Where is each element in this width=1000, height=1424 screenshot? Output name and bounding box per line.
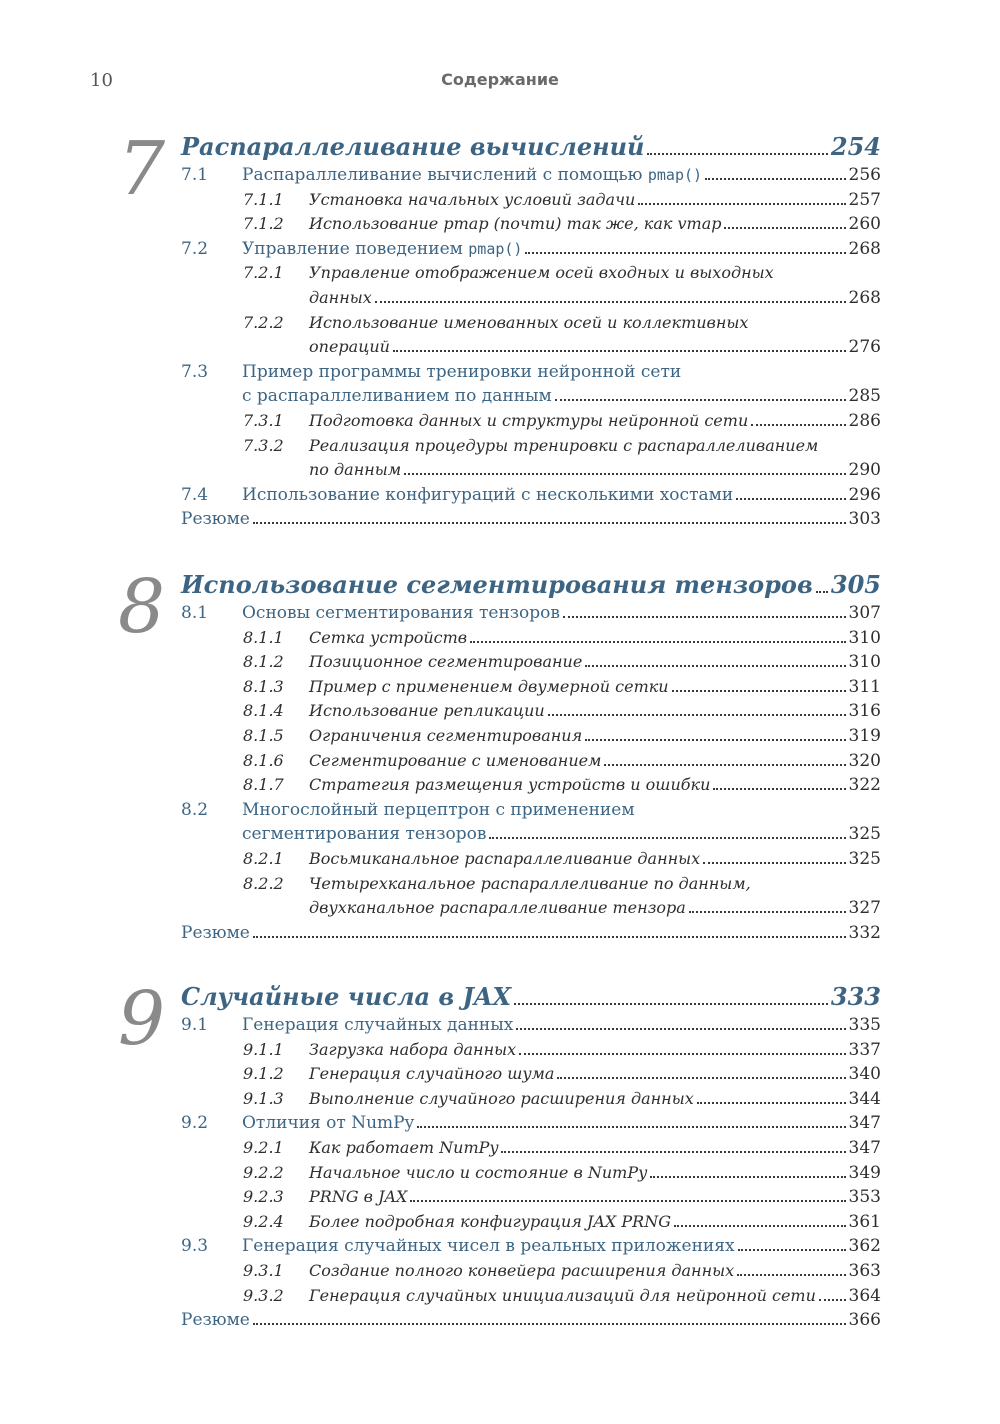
chapter-number: 7 <box>118 126 166 212</box>
dot-leader <box>417 1126 845 1128</box>
entry-title: PRNG в JAX <box>309 1187 408 1207</box>
dot-leader <box>751 424 845 426</box>
entry-title: Генерация случайных чисел в реальных приложениях <box>242 1236 735 1257</box>
page-number-ref: 363 <box>848 1261 881 1281</box>
page-number-ref: 322 <box>848 775 881 796</box>
toc-entry-row[interactable] <box>309 751 881 771</box>
dot-leader <box>516 1028 845 1030</box>
page-number-ref: 347 <box>848 1138 881 1158</box>
entry-title: Пример с применением двумерной сетки <box>309 676 669 696</box>
dot-leader <box>738 1249 846 1251</box>
section-number: 8.2.1 <box>243 849 284 868</box>
page-number-ref: 335 <box>848 1015 881 1035</box>
toc-entry-row[interactable] <box>309 1089 881 1109</box>
entry-title: Начальное число и состояние в NumPy <box>309 1162 648 1182</box>
page-number-ref: 310 <box>848 652 881 673</box>
toc-entry-row[interactable] <box>309 214 881 234</box>
section-number: 9.3.2 <box>243 1285 284 1305</box>
dot-leader <box>713 788 845 790</box>
entry-title: Случайные числа в JAX <box>181 982 512 1011</box>
page-number-ref: 256 <box>848 165 881 185</box>
page-header <box>0 70 1000 96</box>
dot-leader <box>705 178 846 180</box>
section-number: 9.1.1 <box>243 1039 284 1059</box>
entry-title: Управление поведением pmap() <box>242 238 523 259</box>
page-number-ref: 349 <box>848 1162 881 1183</box>
page-number-ref: 325 <box>848 849 881 869</box>
section-number: 8.1.3 <box>243 676 284 696</box>
toc-entry-row[interactable] <box>309 1261 881 1281</box>
toc-entry-row[interactable] <box>242 1015 881 1035</box>
entry-title: по данным <box>309 460 402 480</box>
entry-title: Ограничения сегментирования <box>309 726 583 745</box>
toc-entry-row[interactable] <box>309 628 881 648</box>
page-number-ref: 353 <box>848 1187 881 1208</box>
section-number: 7.3.1 <box>243 411 284 430</box>
entry-title: Загрузка набора данных <box>309 1039 517 1059</box>
entry-title: Отличия от NumPy <box>242 1113 415 1134</box>
dot-leader <box>470 641 845 643</box>
entry-title: двухканальное распараллеливание тензора <box>309 898 686 918</box>
entry-title: Основы сегментирования тензоров <box>242 603 560 623</box>
page-number-ref: 320 <box>848 750 881 771</box>
page-number-ref: 364 <box>848 1285 881 1306</box>
entry-title: Генерация случайных инициализаций для нейронной сети <box>309 1285 816 1305</box>
entry-title: Более подробная конфигурация JAX PRNG <box>309 1211 671 1231</box>
toc-entry-row[interactable] <box>309 1212 881 1232</box>
entry-title: Использование сегментирования тензоров <box>181 570 813 599</box>
chapter-title-row[interactable] <box>181 984 881 1010</box>
section-number: 9.2.4 <box>243 1211 284 1231</box>
section-number: 7.3 <box>181 361 209 382</box>
page-number-ref: 337 <box>848 1039 881 1060</box>
dot-leader <box>393 350 846 352</box>
page-number-ref: 333 <box>830 982 881 1011</box>
toc-entry-row[interactable] <box>242 165 881 185</box>
entry-title: Резюме <box>181 509 250 530</box>
dot-leader <box>555 399 846 401</box>
toc-entry-row[interactable] <box>309 1040 881 1060</box>
section-number: 8.1.6 <box>243 750 284 770</box>
dot-leader <box>650 1176 845 1178</box>
dot-leader <box>525 252 845 254</box>
entry-title-line: Четырехканальное распараллеливание по данным, <box>309 873 751 893</box>
section-number: 7.4 <box>181 484 209 505</box>
code-snippet: pmap() <box>647 166 703 184</box>
summary-row[interactable] <box>181 509 881 529</box>
page-number-ref: 307 <box>848 603 881 623</box>
summary-row[interactable] <box>181 1310 881 1330</box>
section-number: 8.2 <box>181 799 209 820</box>
entry-title: Сетка устройств <box>309 627 468 647</box>
entry-title: Создание полного конвейера расширения данных <box>309 1261 735 1280</box>
toc-entry-row[interactable] <box>309 652 881 672</box>
page-number-ref: 319 <box>848 726 881 746</box>
dot-leader <box>410 1200 845 1202</box>
toc-entry-row[interactable] <box>242 824 881 844</box>
chapter-number: 9 <box>118 976 166 1062</box>
page-number-ref: 268 <box>848 288 881 308</box>
dot-leader <box>674 1225 846 1227</box>
entry-title: Использование репликации <box>309 701 545 721</box>
entry-title: Генерация случайных данных <box>242 1015 514 1035</box>
dot-leader <box>489 837 845 839</box>
dot-leader <box>253 522 846 524</box>
page-number-ref: 344 <box>848 1088 881 1109</box>
entry-title: операций <box>309 337 390 357</box>
page-number-ref: 340 <box>848 1064 881 1085</box>
page-number-ref: 347 <box>848 1113 881 1134</box>
dot-leader <box>819 1299 846 1301</box>
summary-row[interactable] <box>181 923 881 943</box>
entry-title: Распараллеливание вычислений <box>181 132 645 161</box>
page-number-ref: 290 <box>848 460 881 481</box>
section-number: 8.1.5 <box>243 726 284 745</box>
section-number: 8.1.4 <box>243 701 284 721</box>
entry-title: Выполнение случайного расширения данных <box>309 1088 694 1108</box>
page-number-ref: 285 <box>848 386 881 407</box>
entry-title: Как работает NumPy <box>309 1138 499 1157</box>
section-number: 9.3 <box>181 1236 209 1257</box>
toc-entry-row[interactable] <box>309 190 881 210</box>
dot-leader <box>638 203 845 205</box>
toc-entry-row[interactable] <box>242 239 881 259</box>
dot-leader <box>375 301 846 303</box>
toc-entry-row[interactable] <box>309 411 881 431</box>
dot-leader <box>724 227 845 229</box>
toc-entry-row[interactable] <box>309 337 881 357</box>
toc-entry-row[interactable] <box>242 485 881 505</box>
toc-entry-row[interactable] <box>309 677 881 697</box>
chapter-title-row[interactable] <box>181 572 881 598</box>
dot-leader <box>557 1077 845 1079</box>
page-number-ref: 361 <box>848 1211 881 1232</box>
entry-title: Использование pmap (почти) так же, как vmap <box>309 214 722 234</box>
page-number-ref: 332 <box>848 922 881 943</box>
entry-title-line: Использование именованных осей и коллективных <box>309 312 749 332</box>
entry-title: Установка начальных условий задачи <box>309 189 636 209</box>
entry-title: Сегментирование с именованием <box>309 750 602 770</box>
entry-title: Подготовка данных и структуры нейронной сети <box>309 411 749 430</box>
page-number-ref: 362 <box>848 1236 881 1257</box>
running-title: Содержание <box>441 70 559 89</box>
page-number-ref: 310 <box>848 627 881 648</box>
page-number-ref: 296 <box>848 484 881 505</box>
section-number: 7.1.1 <box>243 189 284 209</box>
dot-leader <box>736 498 845 500</box>
toc-entry-row[interactable] <box>242 386 881 406</box>
entry-title-line: Пример программы тренировки нейронной сети <box>242 361 682 382</box>
entry-title: Резюме <box>181 922 250 943</box>
page-number-ref: 268 <box>848 238 881 259</box>
entry-title: с распараллеливанием по данным <box>242 386 552 407</box>
section-number: 7.2.1 <box>243 263 284 283</box>
page-number-ref: 316 <box>848 701 881 722</box>
code-snippet: pmap() <box>468 239 523 258</box>
section-number: 9.1.2 <box>243 1064 284 1084</box>
page-number-ref: 260 <box>848 214 881 235</box>
dot-leader <box>585 739 845 741</box>
toc-entry-row[interactable] <box>242 603 881 623</box>
toc-entry-row[interactable] <box>309 701 881 721</box>
dot-leader <box>501 1151 845 1153</box>
section-number: 9.3.1 <box>243 1261 284 1280</box>
entry-title: Позиционное сегментирование <box>309 652 583 672</box>
toc-entry-row[interactable] <box>242 1113 881 1133</box>
dot-leader <box>514 1003 828 1005</box>
dot-leader <box>737 1274 845 1276</box>
entry-title: сегментирования тензоров <box>242 824 487 845</box>
toc-entry-row[interactable] <box>309 1286 881 1306</box>
entry-title: Использование конфигураций с несколькими хостами <box>242 484 734 505</box>
dot-leader <box>647 153 827 155</box>
entry-title: Генерация случайного шума <box>309 1064 555 1084</box>
section-number: 9.2.2 <box>243 1162 284 1182</box>
section-number: 8.1 <box>181 603 209 623</box>
section-number: 9.2.3 <box>243 1187 284 1207</box>
section-number: 9.2.1 <box>243 1138 284 1157</box>
toc-entry-row[interactable] <box>309 1138 881 1158</box>
toc-entry-row[interactable] <box>309 1163 881 1183</box>
page-number: 10 <box>90 70 113 91</box>
chapter-number: 8 <box>118 564 166 650</box>
dot-leader <box>697 1102 846 1104</box>
chapter-title-row[interactable] <box>181 134 881 160</box>
dot-leader <box>548 714 846 716</box>
page-number-ref: 286 <box>848 411 881 431</box>
dot-leader <box>672 690 846 692</box>
section-number: 7.3.2 <box>243 435 284 455</box>
entry-title-line: Многослойный перцептрон с применением <box>242 799 635 820</box>
section-number: 8.1.7 <box>243 775 284 795</box>
toc-entry-row[interactable] <box>242 1236 881 1256</box>
dot-leader <box>689 911 846 913</box>
dot-leader <box>563 616 846 618</box>
toc-entry-row[interactable] <box>309 288 881 308</box>
page-number-ref: 276 <box>848 337 881 358</box>
entry-title-line: Управление отображением осей входных и выходных <box>309 263 774 283</box>
page-number-ref: 303 <box>848 509 881 530</box>
entry-title: данных <box>309 288 372 307</box>
page-number-ref: 254 <box>830 132 881 161</box>
page-number-ref: 257 <box>848 189 881 210</box>
entry-title: Распараллеливание вычислений с помощью pmap() <box>242 165 703 185</box>
page-number-ref: 366 <box>848 1310 881 1331</box>
section-number: 9.2 <box>181 1113 209 1134</box>
page-number-ref: 325 <box>848 824 881 845</box>
section-number: 8.1.1 <box>243 627 284 647</box>
dot-leader <box>585 665 845 667</box>
entry-title-line: Реализация процедуры тренировки с распараллеливанием <box>309 435 819 455</box>
page-number-ref: 311 <box>848 676 881 697</box>
toc-entry-row[interactable] <box>309 1187 881 1207</box>
page-number-ref: 327 <box>848 898 881 919</box>
toc-entry-row[interactable] <box>309 1064 881 1084</box>
dot-leader <box>253 936 846 938</box>
section-number: 9.1.3 <box>243 1088 284 1108</box>
dot-leader <box>404 473 845 475</box>
toc-entry-row[interactable] <box>309 460 881 480</box>
toc-entry-row[interactable] <box>309 898 881 918</box>
section-number: 7.2.2 <box>243 312 284 332</box>
section-number: 7.1.2 <box>243 214 284 234</box>
toc-entry-row[interactable] <box>309 849 881 869</box>
toc-entry-row[interactable] <box>309 775 881 795</box>
toc-entry-row[interactable] <box>309 726 881 746</box>
section-number: 7.1 <box>181 165 209 185</box>
page-number-ref: 305 <box>830 570 881 599</box>
section-number: 9.1 <box>181 1015 209 1035</box>
dot-leader <box>253 1323 846 1325</box>
entry-title: Стратегия размещения устройств и ошибки <box>309 775 711 795</box>
section-number: 7.2 <box>181 238 209 259</box>
dot-leader <box>604 764 845 766</box>
dot-leader <box>519 1053 845 1055</box>
entry-title: Резюме <box>181 1310 250 1331</box>
section-number: 8.2.2 <box>243 873 284 893</box>
dot-leader <box>703 862 845 864</box>
entry-title: Восьмиканальное распараллеливание данных <box>309 849 701 868</box>
dot-leader <box>816 591 828 593</box>
section-number: 8.1.2 <box>243 652 284 672</box>
